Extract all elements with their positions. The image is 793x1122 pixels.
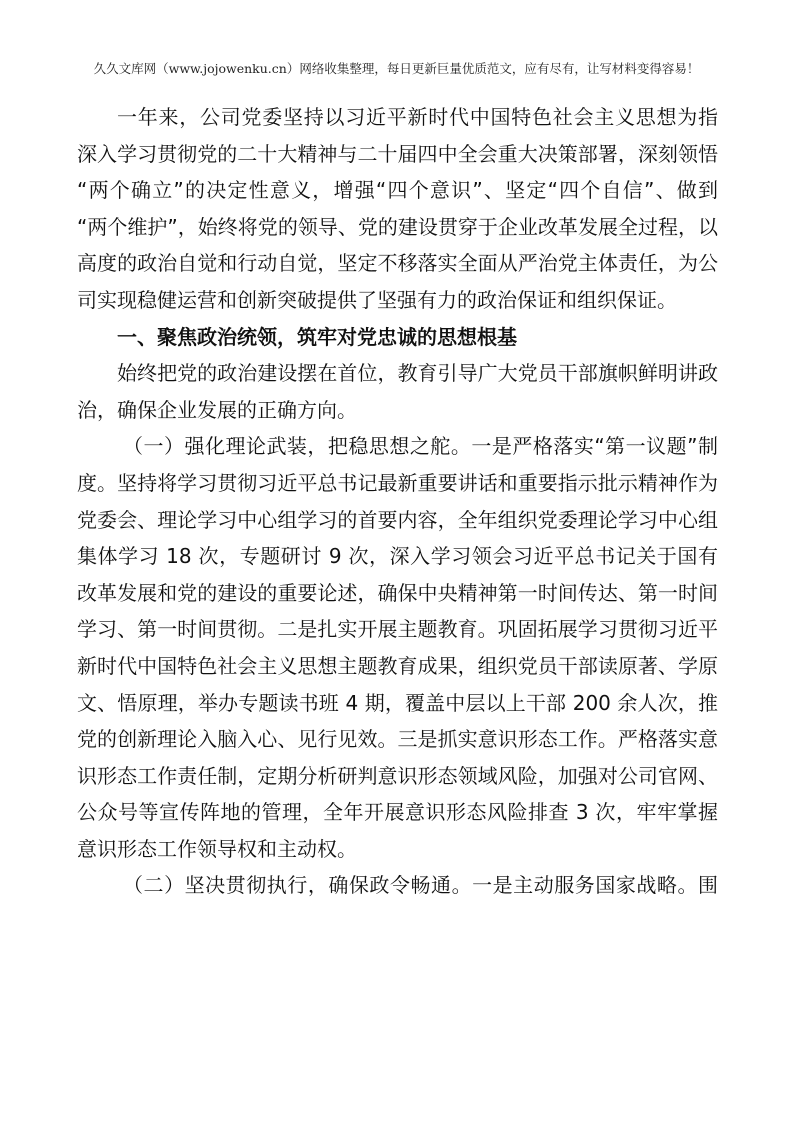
text-line: 集体学习 18 次，专题研讨 9 次，深入学习领会习近平总书记关于国有 [77, 544, 718, 569]
paragraph [77, 99, 718, 319]
text-line: 意识形态工作领导权和主动权。 [77, 836, 357, 861]
text-line: 公众号等宣传阵地的管理，全年开展意识形态风险排查 3 次，牢牢掌握 [77, 800, 718, 825]
text-line: 改革发展和党的建设的重要论述，确保中央精神第一时间传达、第一时间 [77, 580, 718, 605]
text-line: 党的创新理论入脑入心、见行见效。三是抓实意识形态工作。严格落实意 [77, 727, 718, 752]
text-line: 度。坚持将学习贯彻习近平总书记最新重要讲话和重要指示批示精神作为 [77, 470, 718, 495]
text-line: “两个确立”的决定性意义，增强“四个意识”、坚定“四个自信”、做到 [77, 178, 718, 203]
section-heading [77, 319, 718, 356]
text-line: “两个维护”，始终将党的领导、党的建设贯穿于企业改革发展全过程，以 [77, 214, 718, 239]
text-line: 高度的政治自觉和行动自觉，坚定不移落实全面从严治党主体责任，为公 [77, 251, 718, 276]
text-line: 深入学习贯彻党的二十大精神与二十届四中全会重大决策部署，深刻领悟 [77, 141, 718, 166]
text-line: 始终把党的政治建设摆在首位，教育引导广大党员干部旗帜鲜明讲政 [117, 361, 718, 386]
text-line: 治，确保企业发展的正确方向。 [77, 397, 357, 422]
paragraph [77, 867, 718, 904]
text-line: 文、悟原理，举办专题读书班 4 期，覆盖中层以上干部 200 余人次，推 [77, 690, 718, 715]
text-line: 一年来，公司党委坚持以习近平新时代中国特色社会主义思想为指 [117, 105, 718, 129]
text-line: 党委会、理论学习中心组学习的首要内容，全年组织党委理论学习中心组 [77, 507, 718, 532]
text-line: 新时代中国特色社会主义思想主题教育成果，组织党员干部读原著、学原 [77, 653, 718, 678]
text-line: 学习、第一时间贯彻。二是扎实开展主题教育。巩固拓展学习贯彻习近平 [77, 617, 718, 642]
text-line: 司实现稳健运营和创新突破提供了坚强有力的政治保证和组织保证。 [77, 287, 677, 312]
text-line: （二）坚决贯彻执行，确保政令畅通。一是主动服务国家战略。围 [123, 873, 718, 898]
text-line: 一、聚焦政治统领，筑牢对党忠诚的思想根基 [117, 324, 517, 349]
text-line: 识形态工作责任制，定期分析研判意识形态领域风险，加强对公司官网、 [77, 763, 718, 788]
document-body [77, 99, 718, 904]
page-header-watermark: 久久文库网（www.jojowenku.cn）网络收集整理，每日更新巨量优质范文，应有尽有，让写材料变得容易！ [93, 61, 700, 76]
paragraph [77, 355, 718, 428]
paragraph [77, 428, 718, 867]
text-line: （一）强化理论武装，把稳思想之舵。一是严格落实“第一议题”制 [123, 434, 718, 459]
